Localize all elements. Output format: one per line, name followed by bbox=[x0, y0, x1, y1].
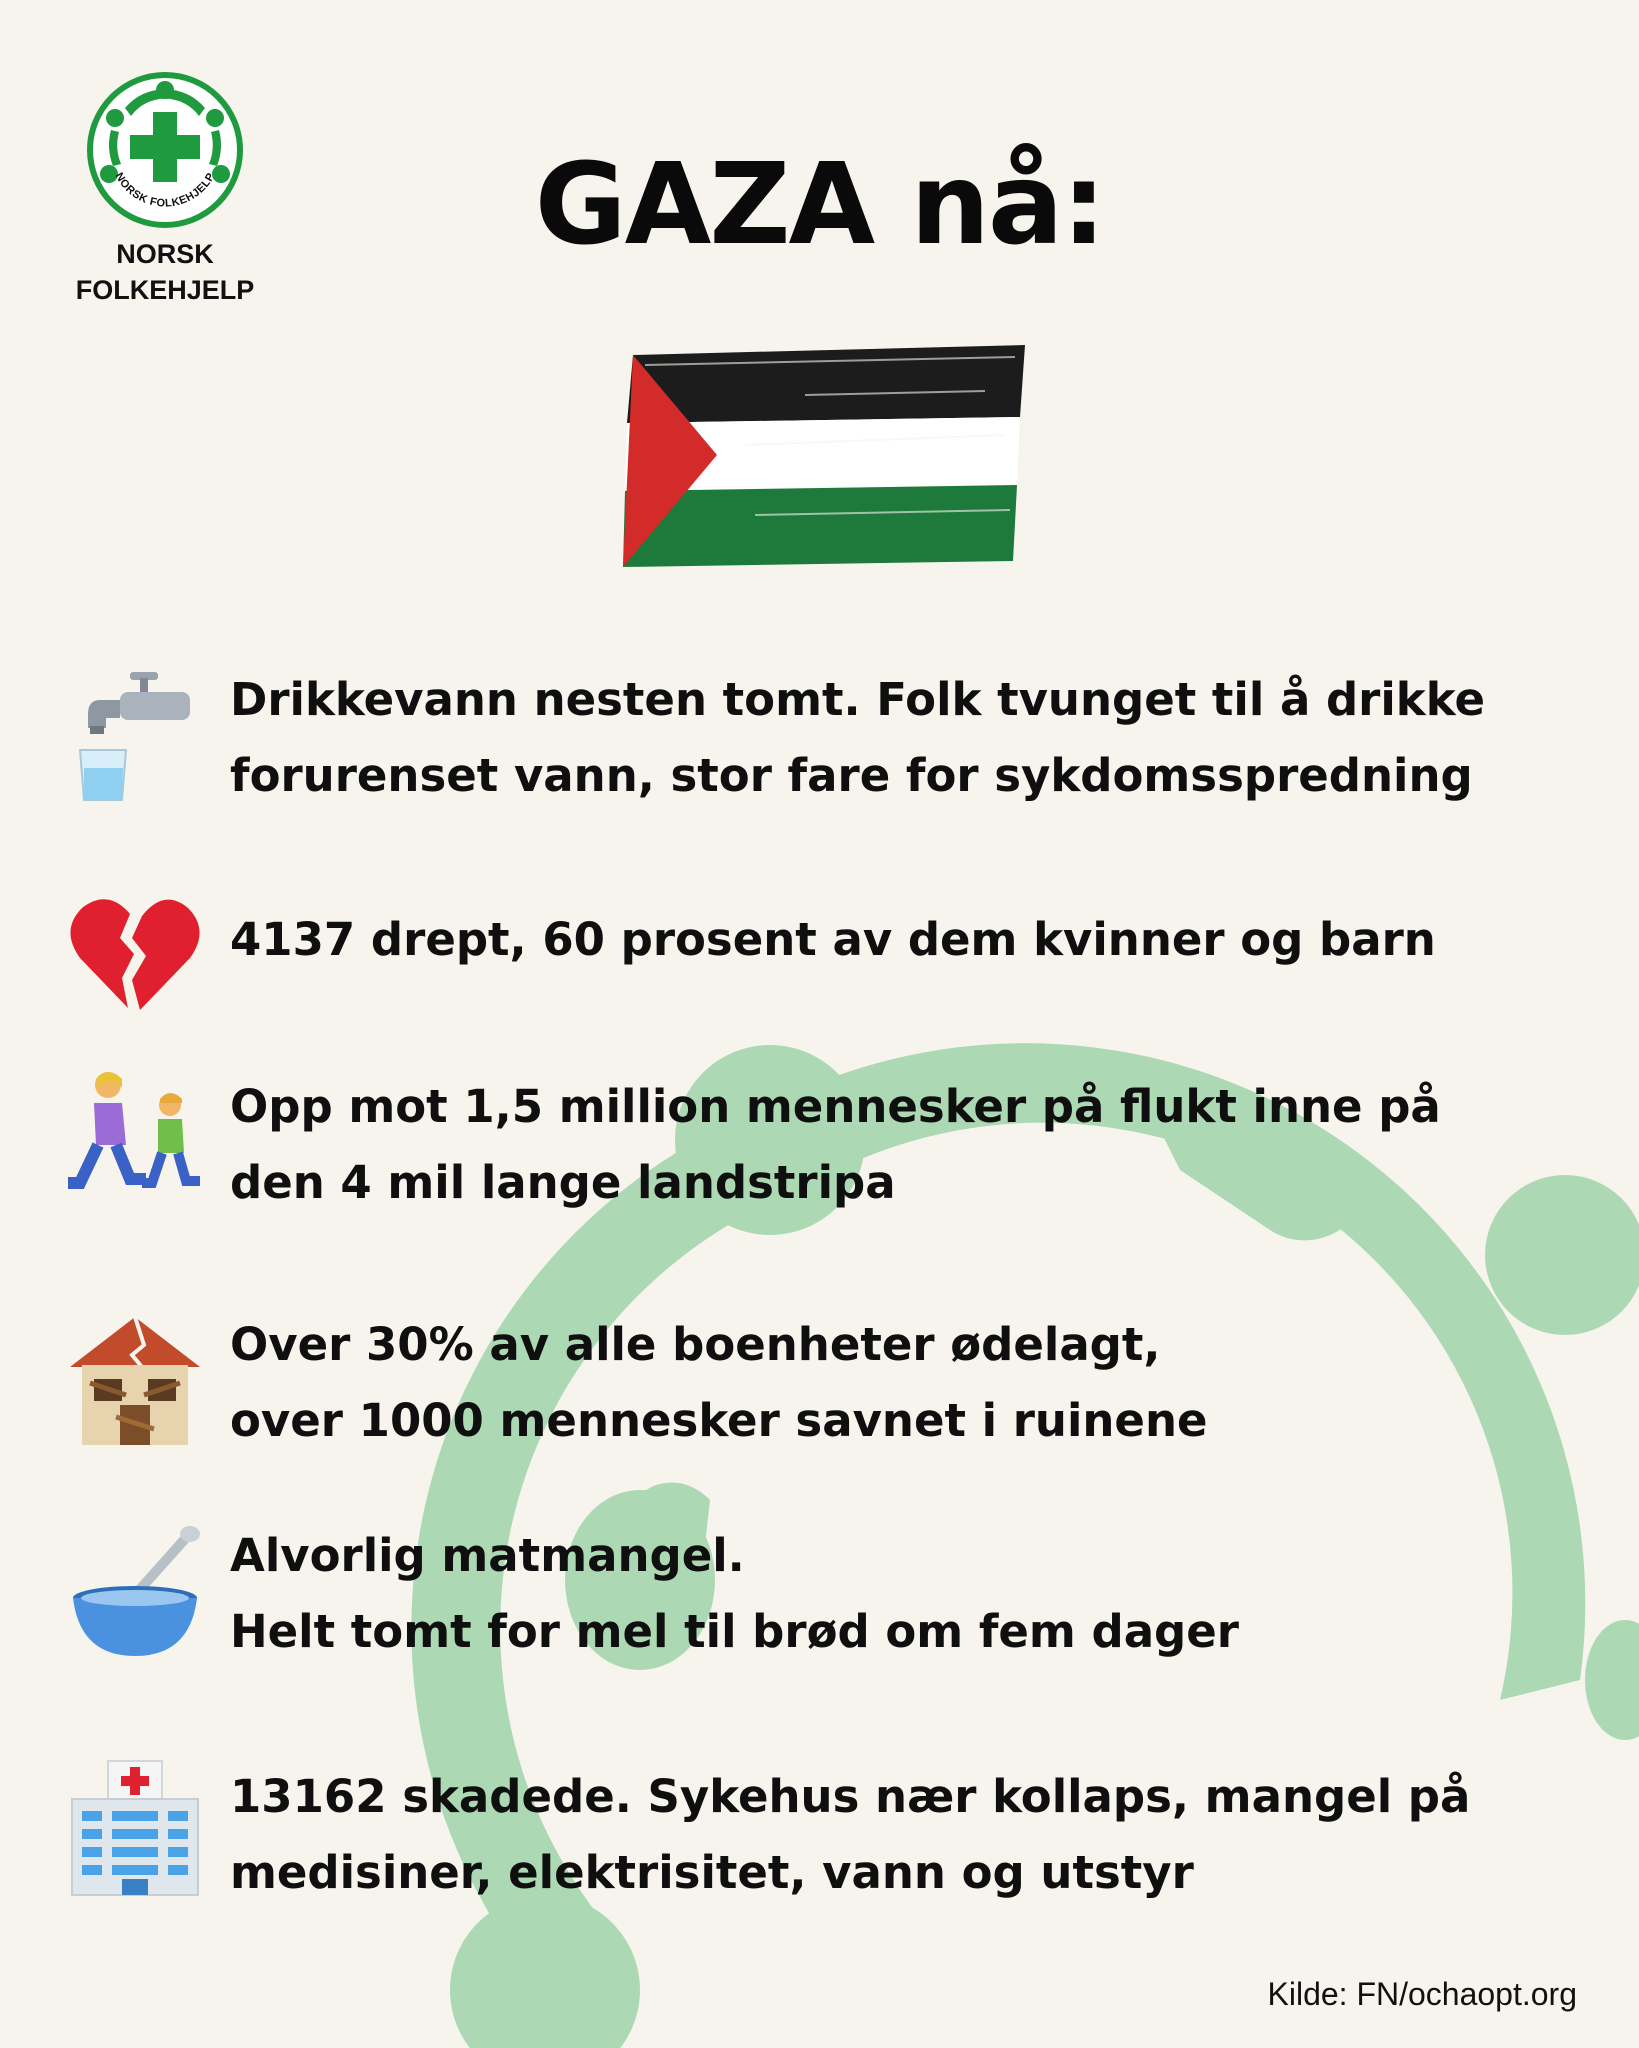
fact-text bbox=[230, 902, 1590, 978]
fact-line: Helt tomt for mel til brød om fem dager bbox=[230, 1605, 1239, 1658]
fact-line: 4137 drept, 60 prosent av dem kvinner og barn bbox=[230, 913, 1436, 966]
logo-name-line2: FOLKEHJELP bbox=[75, 275, 255, 305]
palestinian-flag-icon bbox=[605, 335, 1035, 575]
fact-line: Over 30% av alle boenheter ødelagt, bbox=[230, 1318, 1161, 1371]
fact-text bbox=[230, 662, 1590, 814]
derelict-house-icon bbox=[60, 1305, 210, 1455]
fact-line: forurenset vann, stor fare for sykdomsspredning bbox=[230, 749, 1473, 802]
fact-text bbox=[230, 1759, 1590, 1911]
logo-name-line1: NORSK bbox=[116, 239, 214, 269]
fact-line: 13162 skadede. Sykehus nær kollaps, mangel på bbox=[230, 1770, 1471, 1823]
broken-heart-icon bbox=[60, 880, 210, 1030]
source-citation: Kilde: FN/ochaopt.org bbox=[1267, 1976, 1577, 2012]
fact-line: medisiner, elektrisitet, vann og utstyr bbox=[230, 1846, 1194, 1899]
fact-line: Alvorlig matmangel. bbox=[230, 1529, 745, 1582]
running-people-icon bbox=[60, 1065, 210, 1215]
fact-line: den 4 mil lange landstripa bbox=[230, 1156, 896, 1209]
svg-text:NORSK FOLKEHJELP: NORSK FOLKEHJELP bbox=[112, 170, 218, 210]
page-title: GAZA nå: bbox=[534, 140, 1105, 270]
fact-line: over 1000 mennesker savnet i ruinene bbox=[230, 1394, 1208, 1447]
water-tap-icon bbox=[60, 660, 210, 810]
hospital-icon bbox=[60, 1755, 210, 1905]
fact-text bbox=[230, 1518, 1590, 1670]
fact-text bbox=[230, 1069, 1590, 1221]
bowl-with-spoon-icon bbox=[60, 1520, 210, 1670]
fact-line: Opp mot 1,5 million mennesker på flukt inne på bbox=[230, 1080, 1441, 1133]
fact-line: Drikkevann nesten tomt. Folk tvunget til å drikke bbox=[230, 673, 1485, 726]
fact-text bbox=[230, 1307, 1590, 1459]
